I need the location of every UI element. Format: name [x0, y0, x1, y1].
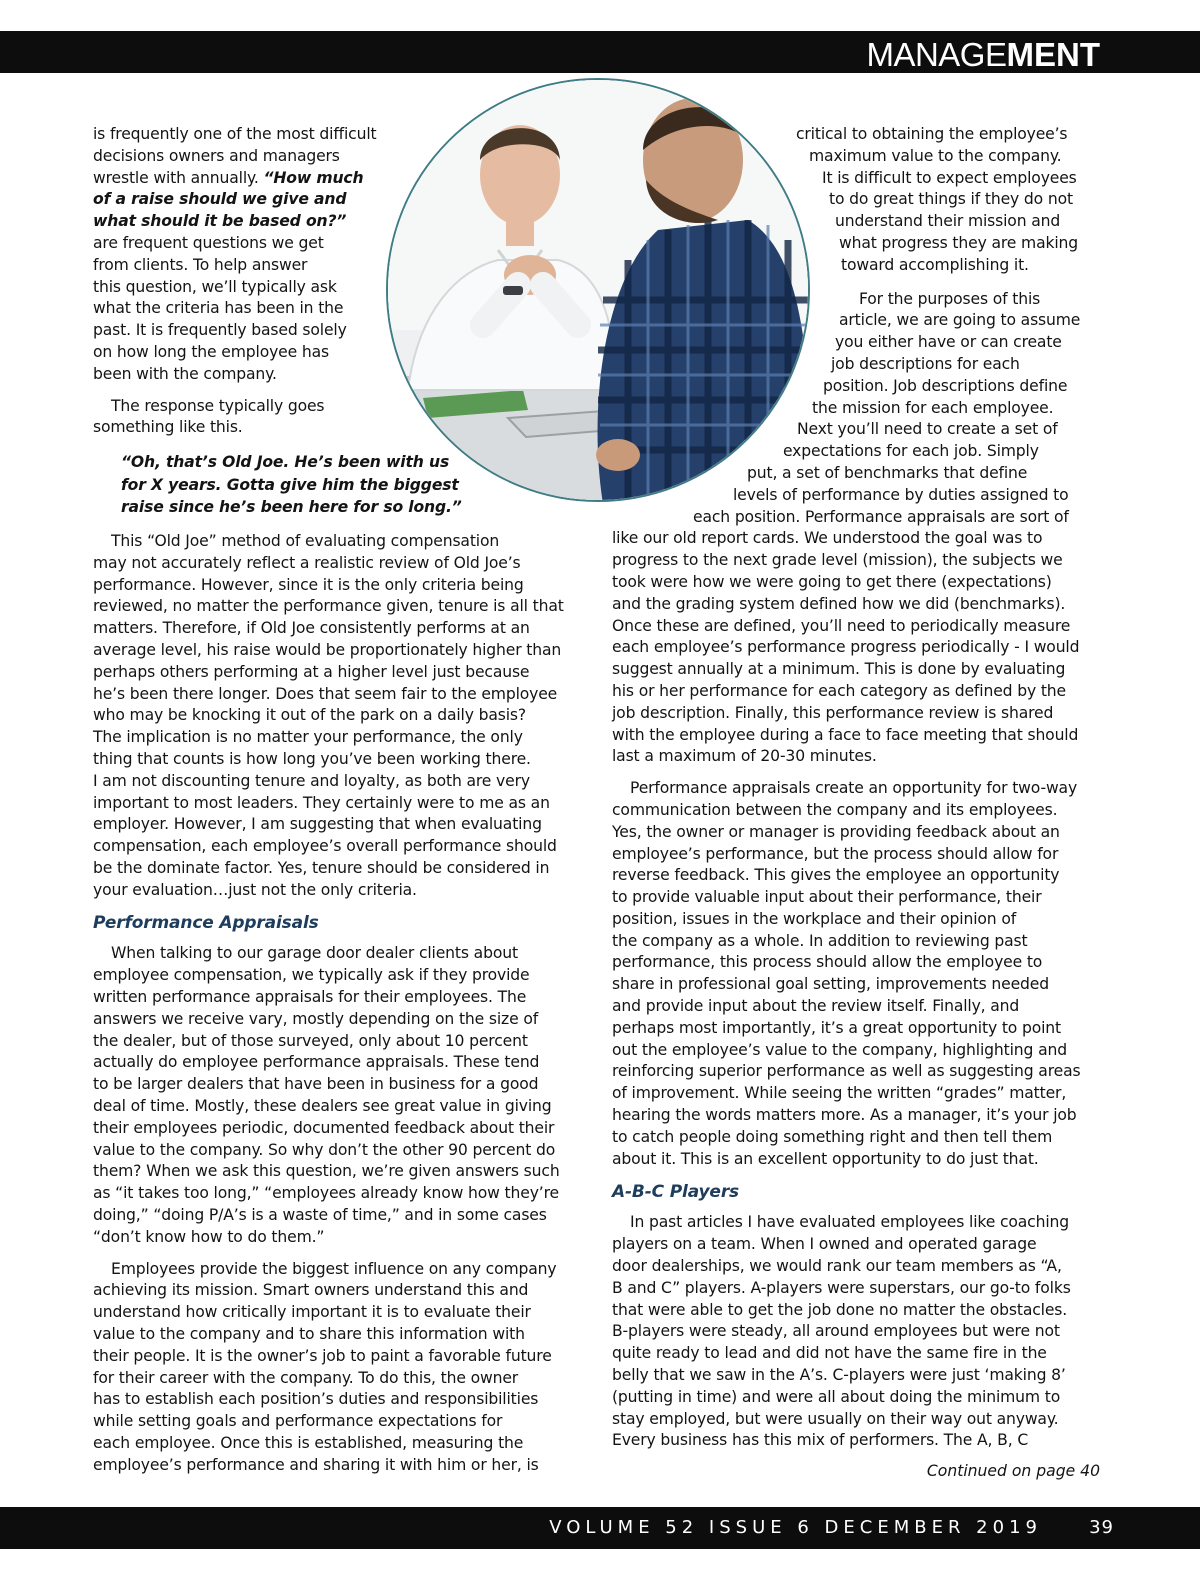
paragraph-dealer-clients: When talking to our garage door dealer clients about employee compensation, we typically ask if they provide written performance appraisals for their employees. The answers we receive vary, mostly depending on the size of the dealer, but of those surveyed, only about 10 percent actually do employee performance appraisals. These tend to be larger dealers that have been in business for a good deal of time. Mostly, these dealers see great value in giving their employees periodic, documented feedback about their value to the company. So why don’t the other 90 percent do them? When we ask this question, we’re given answers such as “it takes too long,” “employees already know how they’re doing,” “doing P/A’s is a waste of time,” and in some cases “don’t know how to do them.” — [93, 944, 560, 1246]
paragraph-report-cards: like our old report cards. We understood the goal was to progress to the next grade level (mission), the subjects we took were how we were going to get there (expectations) and the grading system defined how we did (benchmarks). Once these are defined, you’ll need to periodically measure each employee’s performance progress periodically - I would suggest annually at a minimum. This is done by evaluating his or her performance for each category as defined by the job description. Finally, this performance review is shared with the employee during a face to face meeting that should last a maximum of 20-30 minutes. — [612, 529, 1080, 766]
continued-note: Continued on page 40 — [926, 1462, 1100, 1480]
pull-quote: “Oh, that’s Old Joe. He’s been with us for X years. Gotta give him the biggest raise since he’s been here for so long.” — [121, 453, 462, 517]
page-number: 39 — [1089, 1517, 1114, 1538]
paragraph-old-joe: This “Old Joe” method of evaluating compensation may not accurately reflect a realistic review of Old Joe’s performance. However, since it is the only criteria being reviewed, no matter the performance given, tenure is all that matters. Therefore, if Old Joe consistently performs at an average level, his raise would be proportionately higher than perhaps others performing at a higher level just because he’s been there longer. Does that seem fair to the employee who may be knocking it out of the park on a daily basis? The implication is no matter your performance, the only thing that counts is how long you’ve been working there. I am not discounting tenure and loyalty, as both are very important to most leaders. They certainly were to me as an employer. However, I am suggesting that when evaluating compensation, each employee’s overall performance should be the dominate factor. Yes, tenure should be considered in your evaluation…just not the only criteria. — [93, 531, 564, 899]
paragraph-two-way-communication: Performance appraisals create an opportunity for two-way communication between the company and its employees. Yes, the owner or manager is providing feedback about an employee’s performance, but the process should allow for reverse feedback. This gives the employee an opportunity to provide valuable input about their performance, their position, issues in the workplace and their opinion of the company as a whole. In addition to reviewing past performance, this process should allow the employee to share in professional goal setting, improvements needed and provide input about the review itself. Finally, and perhaps most importantly, it’s a great opportunity to point out the employee’s value to the company, highlighting and reinforcing superior performance as well as suggesting areas of improvement. While seeing the written “grades” matter, hearing the words matters more. As a manager, it’s your job to catch people doing something right and then tell them about it. This is an excellent opportunity to do just that. — [612, 779, 1081, 1168]
heading-abc-players: A-B-C Players — [612, 1182, 740, 1203]
paragraph-response: The response typically goes something like this. — [93, 396, 325, 437]
paragraph-employees-influence: Employees provide the biggest influence on any company achieving its mission. Smart owners understand this and understand how critically important it is to evaluate their value to the company and to share this information with their people. It is the owner’s job to paint a favorable future for their career with the company. To do this, the owner has to establish each position’s duties and responsibilities while setting goals and performance expectations for each employee. Once this is established, measuring the employee’s performance and sharing it with him or her, is — [93, 1259, 557, 1474]
paragraph-critical: critical to obtaining the employee’s maximum value to the company. It is difficult to expect employees to do great things if they do not understand their mission and what progress they are making toward accomplishing it. — [796, 125, 1079, 274]
heading-performance-appraisals: Performance Appraisals — [93, 913, 319, 934]
section-title: MANAGEMENT — [866, 36, 1100, 73]
article-photo-interview — [386, 78, 810, 502]
paragraph-intro: is frequently one of the most difficult decisions owners and managers wrestle with annually. “How much of a raise should we give and what should it be based on?” are frequent questions we get from clients. To help answer this question, we’ll typically ask what the criteria has been in the past. It is frequently based solely on how long the employee has been with the company. — [93, 125, 377, 383]
paragraph-abc-players: In past articles I have evaluated employees like coaching players on a team. When I owned and operated garage door dealerships, we would rank our team members as “A, B and C” players. A-players were superstars, our go-to folks that were able to get the job done no matter the obstacles. B-players were steady, all around employees but were not quite ready to lead and did not have the same fire in the belly that we saw in the A’s. C-players were just ‘making 8’ (putting in time) and were all about doing the minimum to stay employed, but were usually on their way out anyway. Every business has this mix of performers. The A, B, C — [612, 1213, 1071, 1450]
issue-info: VOLUME 52 ISSUE 6 DECEMBER 2019 — [549, 1517, 1042, 1538]
paragraph-job-descriptions: For the purposes of this article, we are going to assume you either have or can create job descriptions for each position. Job descriptions define the mission for each employee. Next you’ll need to create a set of expectations for each job. Simply put, a set of benchmarks that define levels of performance by duties assigned to each position. Performance appraisals are sort of — [693, 289, 1081, 526]
